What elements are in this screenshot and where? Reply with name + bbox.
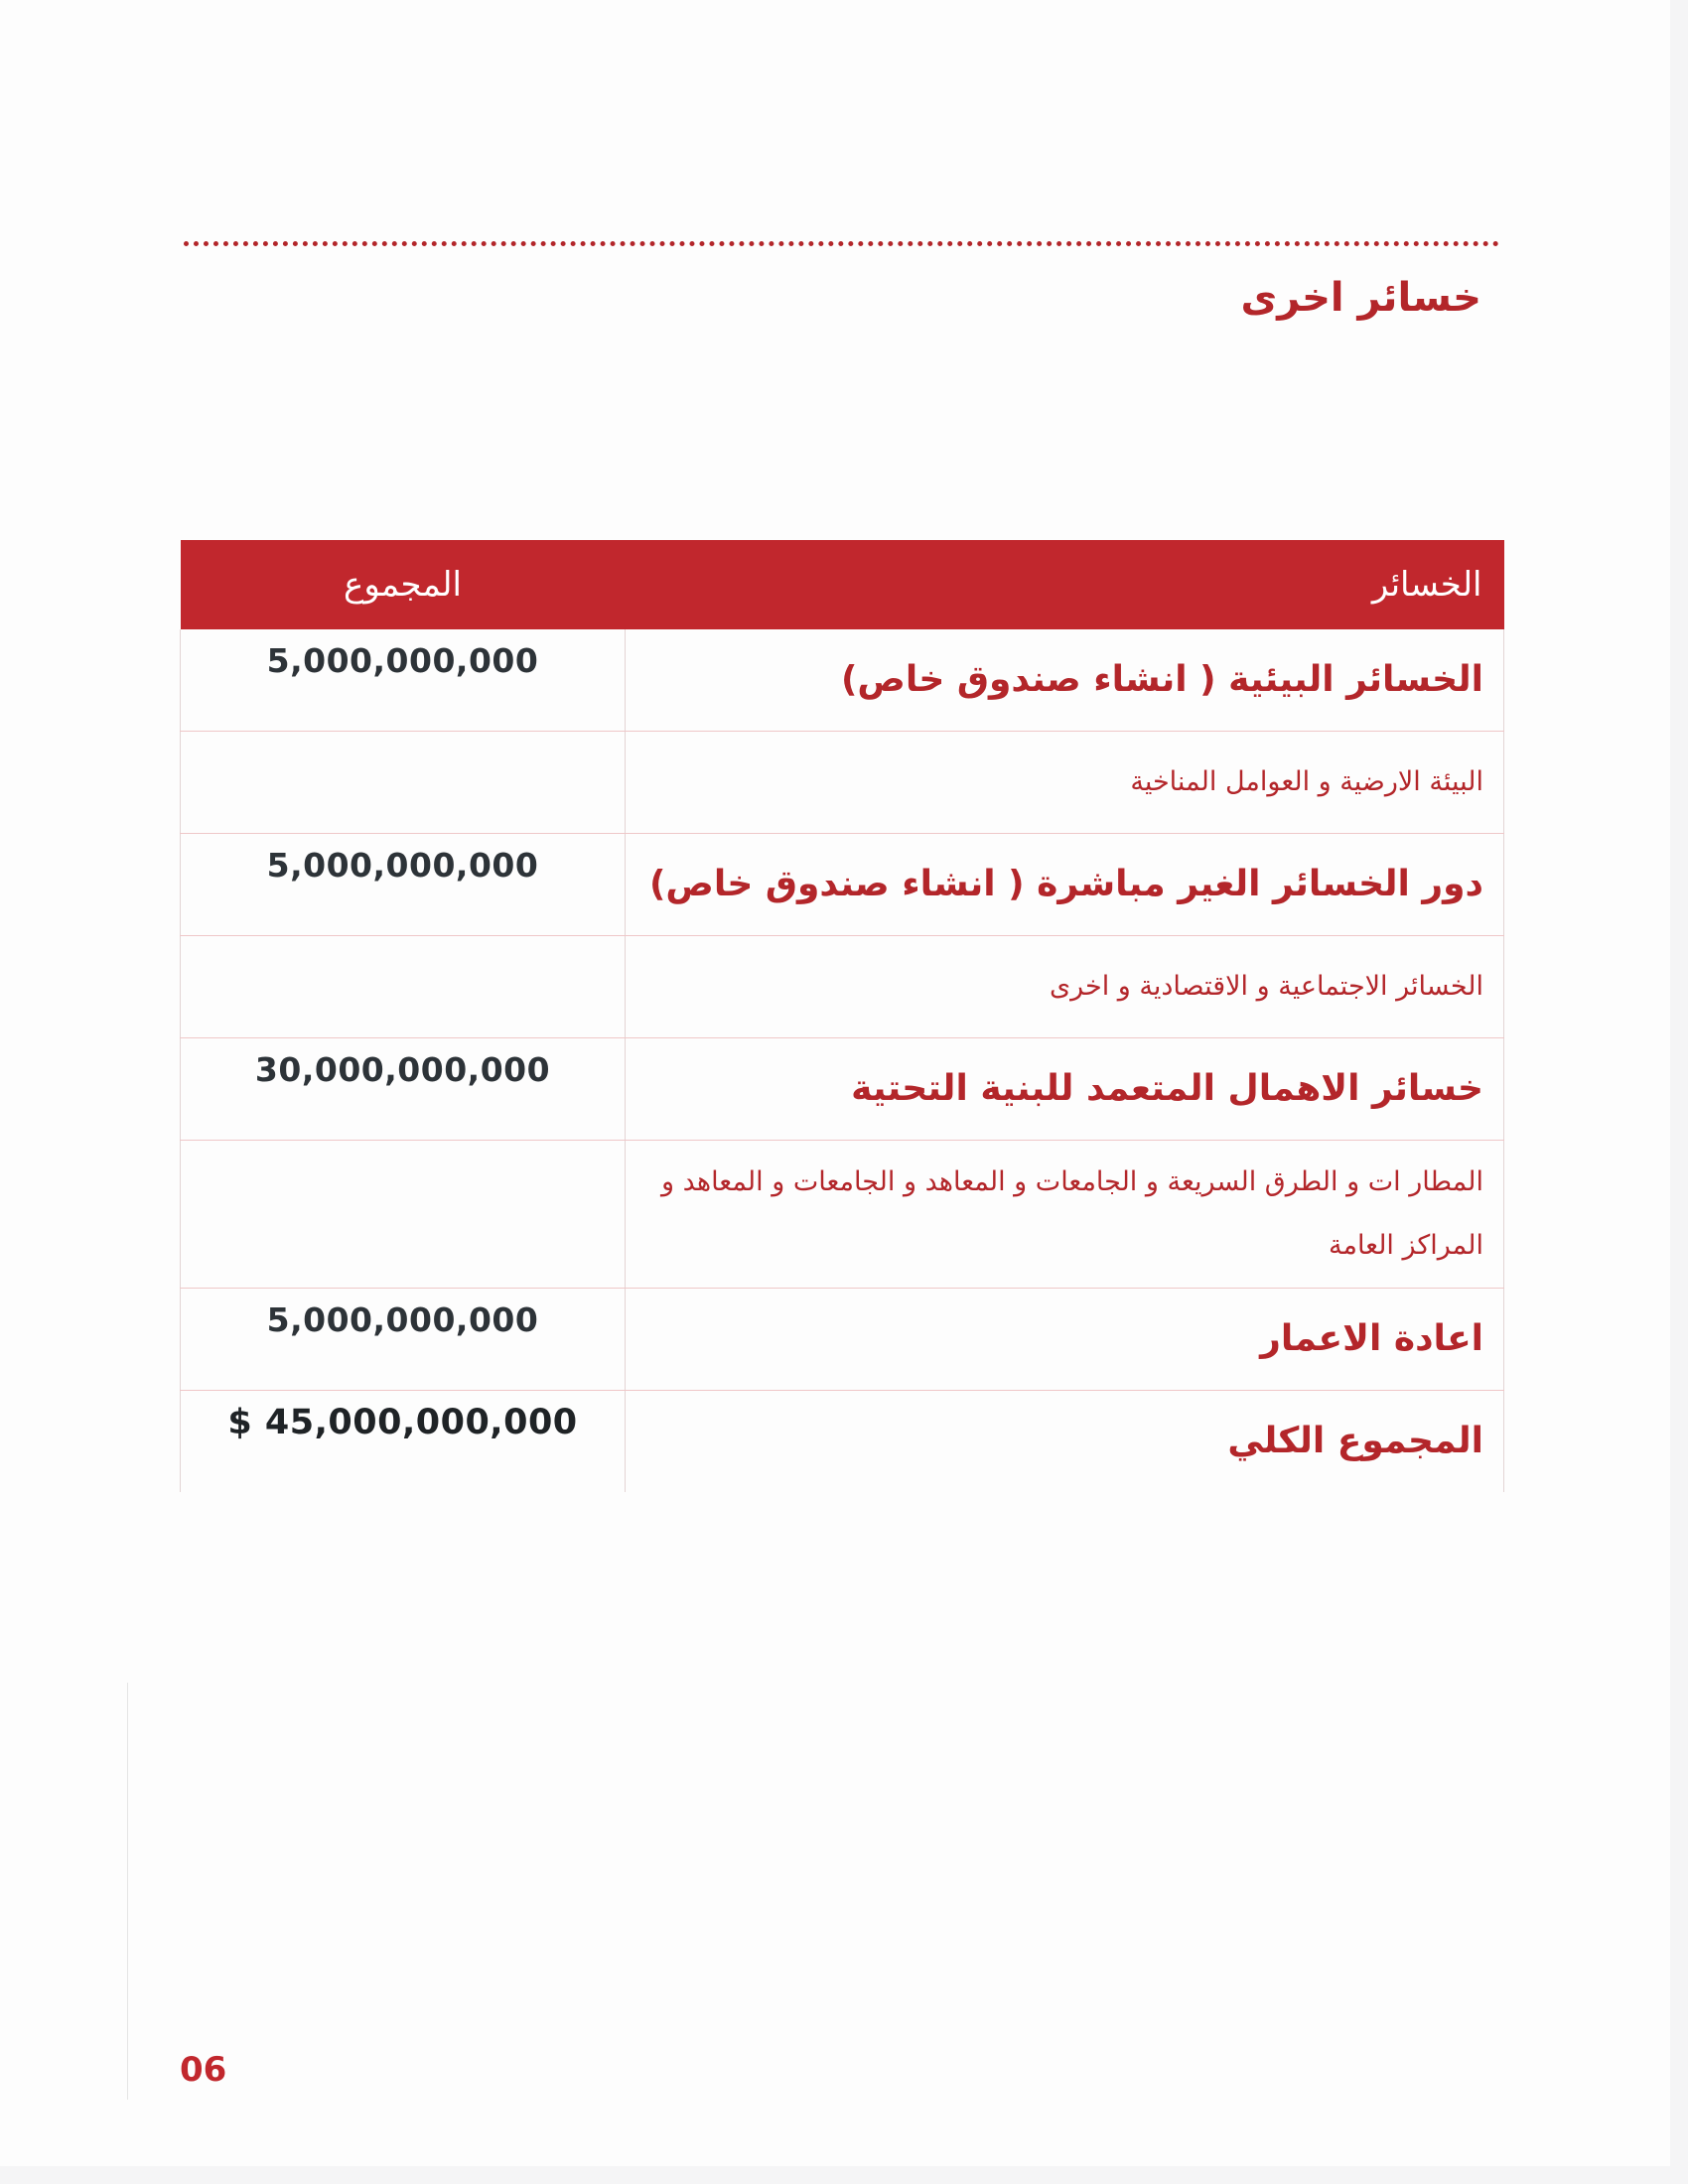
- amount-cell: [181, 629, 626, 732]
- loss-description-cell: [626, 732, 1504, 834]
- table-row: [181, 1141, 1504, 1289]
- grand-total-label-cell: [626, 1391, 1504, 1493]
- table-row: [181, 1289, 1504, 1391]
- page-number: 06: [180, 2050, 227, 2090]
- grand-total-label: المجموع الكلي: [1227, 1421, 1483, 1461]
- amount-cell: [181, 936, 626, 1038]
- table-row: [181, 936, 1504, 1038]
- amount-cell: [181, 834, 626, 936]
- loss-label: الخسائر البيئية ( انشاء صندوق خاص): [840, 659, 1483, 700]
- amount-value: 5,000,000,000: [266, 641, 539, 680]
- amount-cell: [181, 1289, 626, 1391]
- amount-cell: [181, 732, 626, 834]
- loss-label: اعادة الاعمار: [1260, 1318, 1483, 1359]
- grand-total-row: [181, 1391, 1504, 1493]
- loss-label-cell: [626, 834, 1504, 936]
- amount-value: 5,000,000,000: [266, 1300, 539, 1339]
- grand-total-amount-cell: [181, 1391, 626, 1493]
- dotted-divider: [184, 241, 1499, 246]
- amount-value: 5,000,000,000: [266, 846, 539, 885]
- loss-description: المطار ات و الطرق السريعة و الجامعات و المعاهد و الجامعات و المعاهد و المراكز العامة: [661, 1166, 1483, 1261]
- losses-table: [180, 540, 1504, 1492]
- table-row: [181, 732, 1504, 834]
- table-row: [181, 834, 1504, 936]
- loss-description-cell: [626, 1141, 1504, 1289]
- section-title: خسائر اخرى: [1240, 275, 1481, 321]
- loss-description-cell: [626, 936, 1504, 1038]
- table-row: [181, 629, 1504, 732]
- loss-label-cell: [626, 1038, 1504, 1141]
- loss-label: خسائر الاهمال المتعمد للبنية التحتية: [851, 1068, 1483, 1109]
- grand-total-amount: $ 45,000,000,000: [227, 1403, 578, 1442]
- loss-label-cell: [626, 629, 1504, 732]
- header-total: المجموع: [181, 540, 626, 629]
- loss-label-cell: [626, 1289, 1504, 1391]
- header-losses: الخسائر: [626, 540, 1504, 629]
- loss-label: دور الخسائر الغير مباشرة ( انشاء صندوق خاص): [648, 864, 1483, 904]
- amount-cell: [181, 1038, 626, 1141]
- amount-value: 30,000,000,000: [254, 1050, 551, 1089]
- amount-cell: [181, 1141, 626, 1289]
- loss-description: الخسائر الاجتماعية و الاقتصادية و اخرى: [1049, 971, 1483, 1002]
- loss-description: البيئة الارضية و العوامل المناخية: [1130, 766, 1483, 797]
- table-row: [181, 1038, 1504, 1141]
- margin-guide-line: [127, 1683, 128, 2100]
- table-header-row: [181, 540, 1504, 629]
